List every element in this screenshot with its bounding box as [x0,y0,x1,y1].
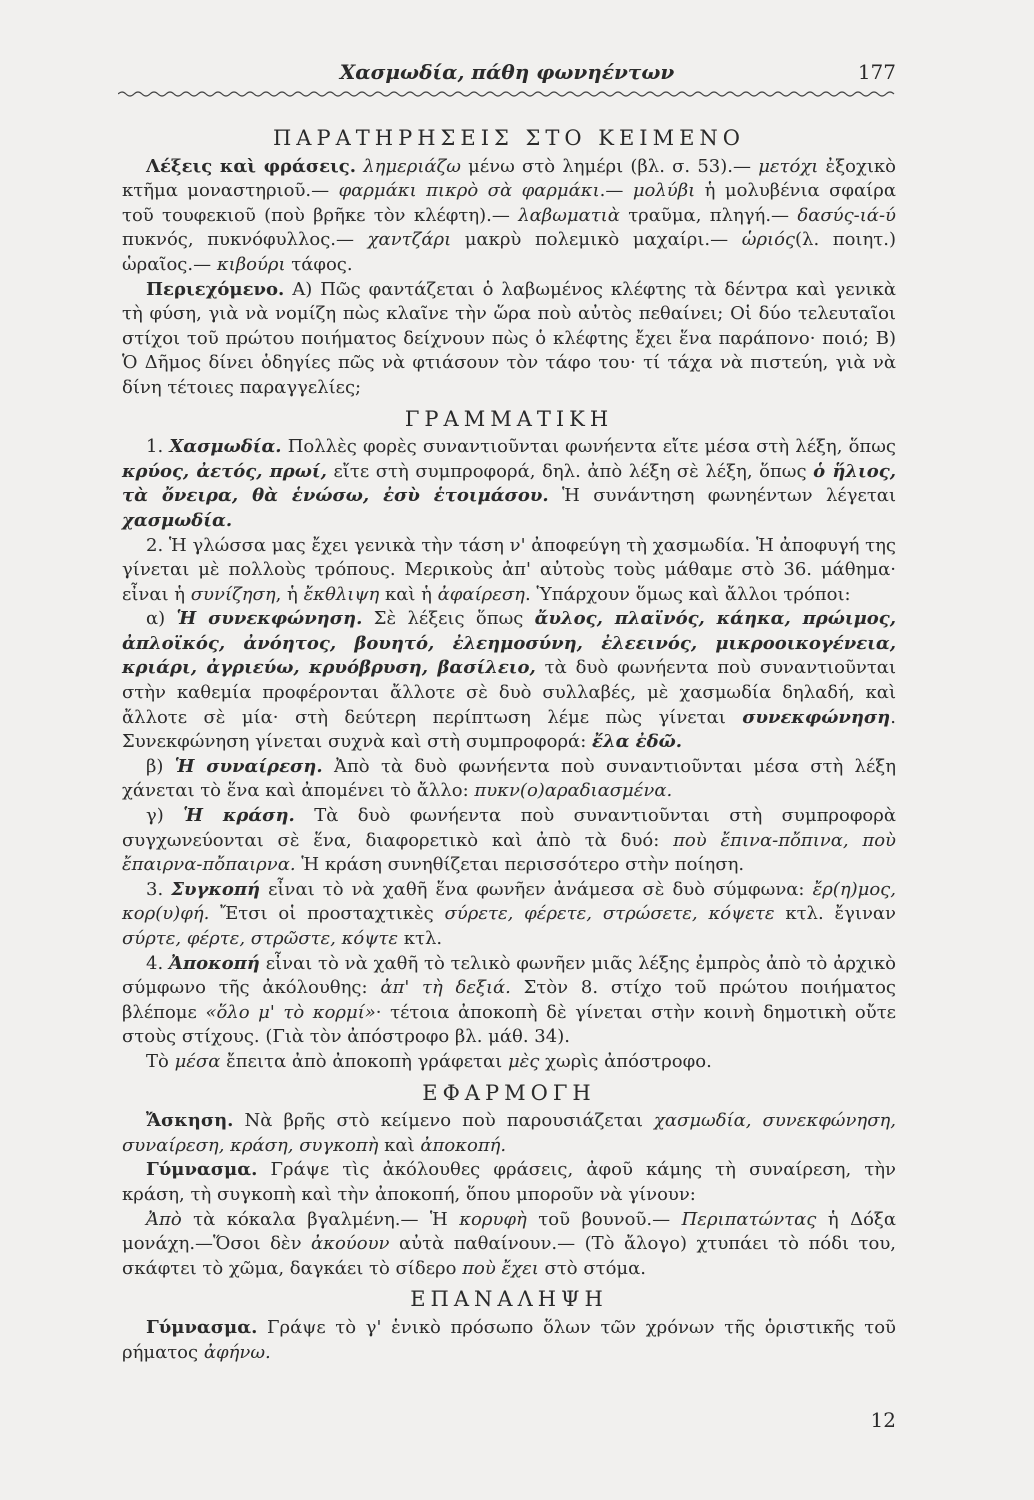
section-heading-grammar: ΓΡΑΜΜΑΤΙΚΗ [404,406,614,431]
grammar-item-a: α) Ἡ συνεκφώνηση. Σὲ λέξεις ὅπως ἄυλος, πλαϊνός, κάηκα, πρώιμος, ἀπλοϊκός, ἀνόητος, βουητό, ἐλεημοσύνη, ἐλεεινός, μικροοικογένεια, κριάρι, ἀγριεύω, κρυόβρυση, βασίλειο, τὰ δυὸ φωνήεντα ποὺ συναντιοῦνται στὴν καθεμία προφέρονται ἄλλοτε σὲ δυὸ συλλαβές, μὲ χασμωδία δηλαδή, καὶ ἄλλοτε σὲ μία· στὴ δεύτερη περίπτωση λέμε πὼς γίνεται συνεκφώνηση. Συνεκφώνηση γίνεται συχνὰ καὶ στὴ συμπροφορά: ἔλα ἐδῶ. [122,608,896,753]
grammar-paragraph-1: 1. Χασμωδία. Πολλὲς φορὲς συναντιοῦνται φωνήεντα εἴτε μέσα στὴ λέξη, ὅπως κρύος, ἀετός, πρωί, εἴτε στὴ συμπροφορά, δηλ. ἀπὸ λέξη σὲ λέξη, ὅπως ὁ ἥλιος, τὰ ὄνειρα, θὰ ἑνώσω, ἐσὺ ἑτοιμάσου. Ἡ συνάντηση φωνηέντων λέγεται χασμωδία. [122,436,897,531]
page-body [122,120,896,1365]
drill-paragraph: Γύμνασμα. Γράψε τὶς ἀκόλουθες φράσεις, ἀφοῦ κάμης τὴ συναίρεση, τὴν κράση, τὴ συγκοπὴ καὶ τὴν ἀποκοπή, ὅπου μποροῦν νὰ γίνουν: [122,1159,896,1205]
grammar-paragraph-4: 4. Ἀποκοπή εἶναι τὸ νὰ χαθῆ τὸ τελικὸ φωνῆεν μιᾶς λέξης ἐμπρὸς ἀπὸ τὸ ἀρχικὸ σύμφωνο τῆς ἀκόλουθης: ἀπ' τὴ δεξιά. Στὸν 8. στίχο τοῦ πρώτου ποιήματος βλέπομε «ὅλο μ' τὸ κορμί»· τέτοια ἀποκοπὴ δὲ γίνεται στὴν κοινὴ δημοτικὴ οὔτε στοὺς στίχους. (Γιὰ τὸν ἀπόστροφο βλ. μάθ. 34). [122,952,896,1048]
grammar-paragraph-3: 3. Συγκοπή εἶναι τὸ νὰ χαθῆ ἕνα φωνῆεν ἀνάμεσα σὲ δυὸ σύμφωνα: ἔρ(η)μος, κορ(υ)φή. Ἔτσι οἱ προσταχτικὲς σύρετε, φέρετε, στρώσετε, κόψετε κτλ. ἔγιναν σύρτε, φέρτε, στρῶστε, κόψτε κτλ. [122,878,897,949]
grammar-paragraph-2: 2. Ἡ γλώσσα μας ἔχει γενικὰ τὴν τάση ν' ἀποφεύγη τὴ χασμωδία. Ἡ ἀποφυγή της γίνεται μὲ πολλοὺς τρόπους. Μερικοὺς ἀπ' αὐτοὺς τοὺς μάθαμε στὸ 36. μάθημα· εἶναι ἡ συνίζηση, ἡ ἔκθλιψη καὶ ἡ ἀφαίρεση. Ὑπάρχουν ὅμως καὶ ἄλλοι τρόποι: [122,534,896,605]
section-heading-notes: ΠΑΡΑΤΗΡΗΣΕΙΣ ΣΤΟ ΚΕΙΜΕΝΟ [272,126,746,150]
content-paragraph: Περιεχόμενο. Α) Πῶς φαντάζεται ὁ λαβωμένος κλέφτης τὰ δέντρα καὶ γενικὰ τὴ φύση, γιὰ νὰ νομίζη πὼς κλαῖνε τὴν ὥρα ποὺ αὐτὸς πεθαίνει; Οἱ δύο τελευταῖοι στίχοι τοῦ πρώτου ποιήματος δείχνουν πὼς ὁ κλέφτης ἔχει ἕνα παράπονο· ποιό; Β) Ὁ Δῆμος δίνει ὁδηγίες πῶς νὰ φτιάσουν τὸν τάφο του· τί τάχα νὰ πιστεύη, γιὰ νὰ δίνη τέτοιες παραγγελίες; [122,278,896,398]
page-number: 177 [857,60,896,84]
exercise-paragraph: Ἄσκηση. Νὰ βρῆς στὸ κείμενο ποὺ παρουσιάζεται χασμωδία, συνεκφώνηση, συναίρεση, κράση, συγκοπὴ καὶ ἀποκοπή. [122,1110,896,1156]
drill-phrases: Ἀπὸ τὰ κόκαλα βγαλμένη.— Ἡ κορυφὴ τοῦ βουνοῦ.— Περιπατώντας ἡ Δόξα μονάχη.—Ὅσοι δὲν ἀκούουν αὐτὰ παθαίνουν.— (Τὸ ἄλογο) χτυπάει τὸ πόδι του, σκάφτει τὸ χῶμα, δαγκάει τὸ σίδερο ποὺ ἔχει στὸ στόμα. [122,1208,896,1279]
running-title: Χασμωδία, πάθη φωνηέντων [339,60,675,84]
grammar-item-b: β) Ἡ συναίρεση. Ἀπὸ τὰ δυὸ φωνήεντα ποὺ συναντιοῦνται μέσα στὴ λέξη χάνεται τὸ ἕνα καὶ ἀπομένει τὸ ἄλλο: πυκν(ο)αραδιασμένα. [122,755,896,802]
grammar-item-c: γ) Ἡ κράση. Τὰ δυὸ φωνήεντα ποὺ συναντιοῦνται στὴ συμπροφορὰ συγχωνεύονται σὲ ἕνα, διαφορετικὸ καὶ ἀπὸ τὰ δυό: ποὺ ἔπινα-πὄπινα, ποὺ ἔπαιρνα-πὄπαιρνα. Ἡ κράση συνηθίζεται περισσότερο στὴν ποίηση. [122,805,897,876]
words-paragraph: Λέξεις καὶ φράσεις. λημεριάζω μένω στὸ λημέρι (βλ. σ. 53).— μετόχι ἐξοχικὸ κτῆμα μοναστηριοῦ.— φαρμάκι πικρὸ σὰ φαρμάκι.— μολύβι ἡ μολυβένια σφαίρα τοῦ τουφεκιοῦ (ποὺ βρῆκε τὸν κλέφτη).— λαβωματιὰ τραῦμα, πληγή.— δασύς-ιά-ύ πυκνός, πυκνόφυλλος.— χαντζάρι μακρὺ πολεμικὸ μαχαίρι.— ὡριός(λ. ποιητ.) ὡραῖος.— κιβούρι τάφος. [122,155,896,275]
section-heading-review: ΕΠΑΝΑΛΗΨΗ [410,1287,608,1312]
signature-number: 12 [870,1408,896,1432]
header-wavy-rule [118,88,896,100]
section-heading-application: ΕΦΑΡΜΟΓΗ [422,1080,596,1105]
grammar-paragraph-5: Τὸ μέσα ἔπειτα ἀπὸ ἀποκοπὴ γράφεται μὲς χωρὶς ἀπόστροφο. [146,1050,712,1072]
review-paragraph: Γύμνασμα. Γράψε τὸ γ' ἑνικὸ πρόσωπο ὅλων τῶν χρόνων τῆς ὁριστικῆς τοῦ ρήματος ἀφήνω. [122,1316,896,1363]
